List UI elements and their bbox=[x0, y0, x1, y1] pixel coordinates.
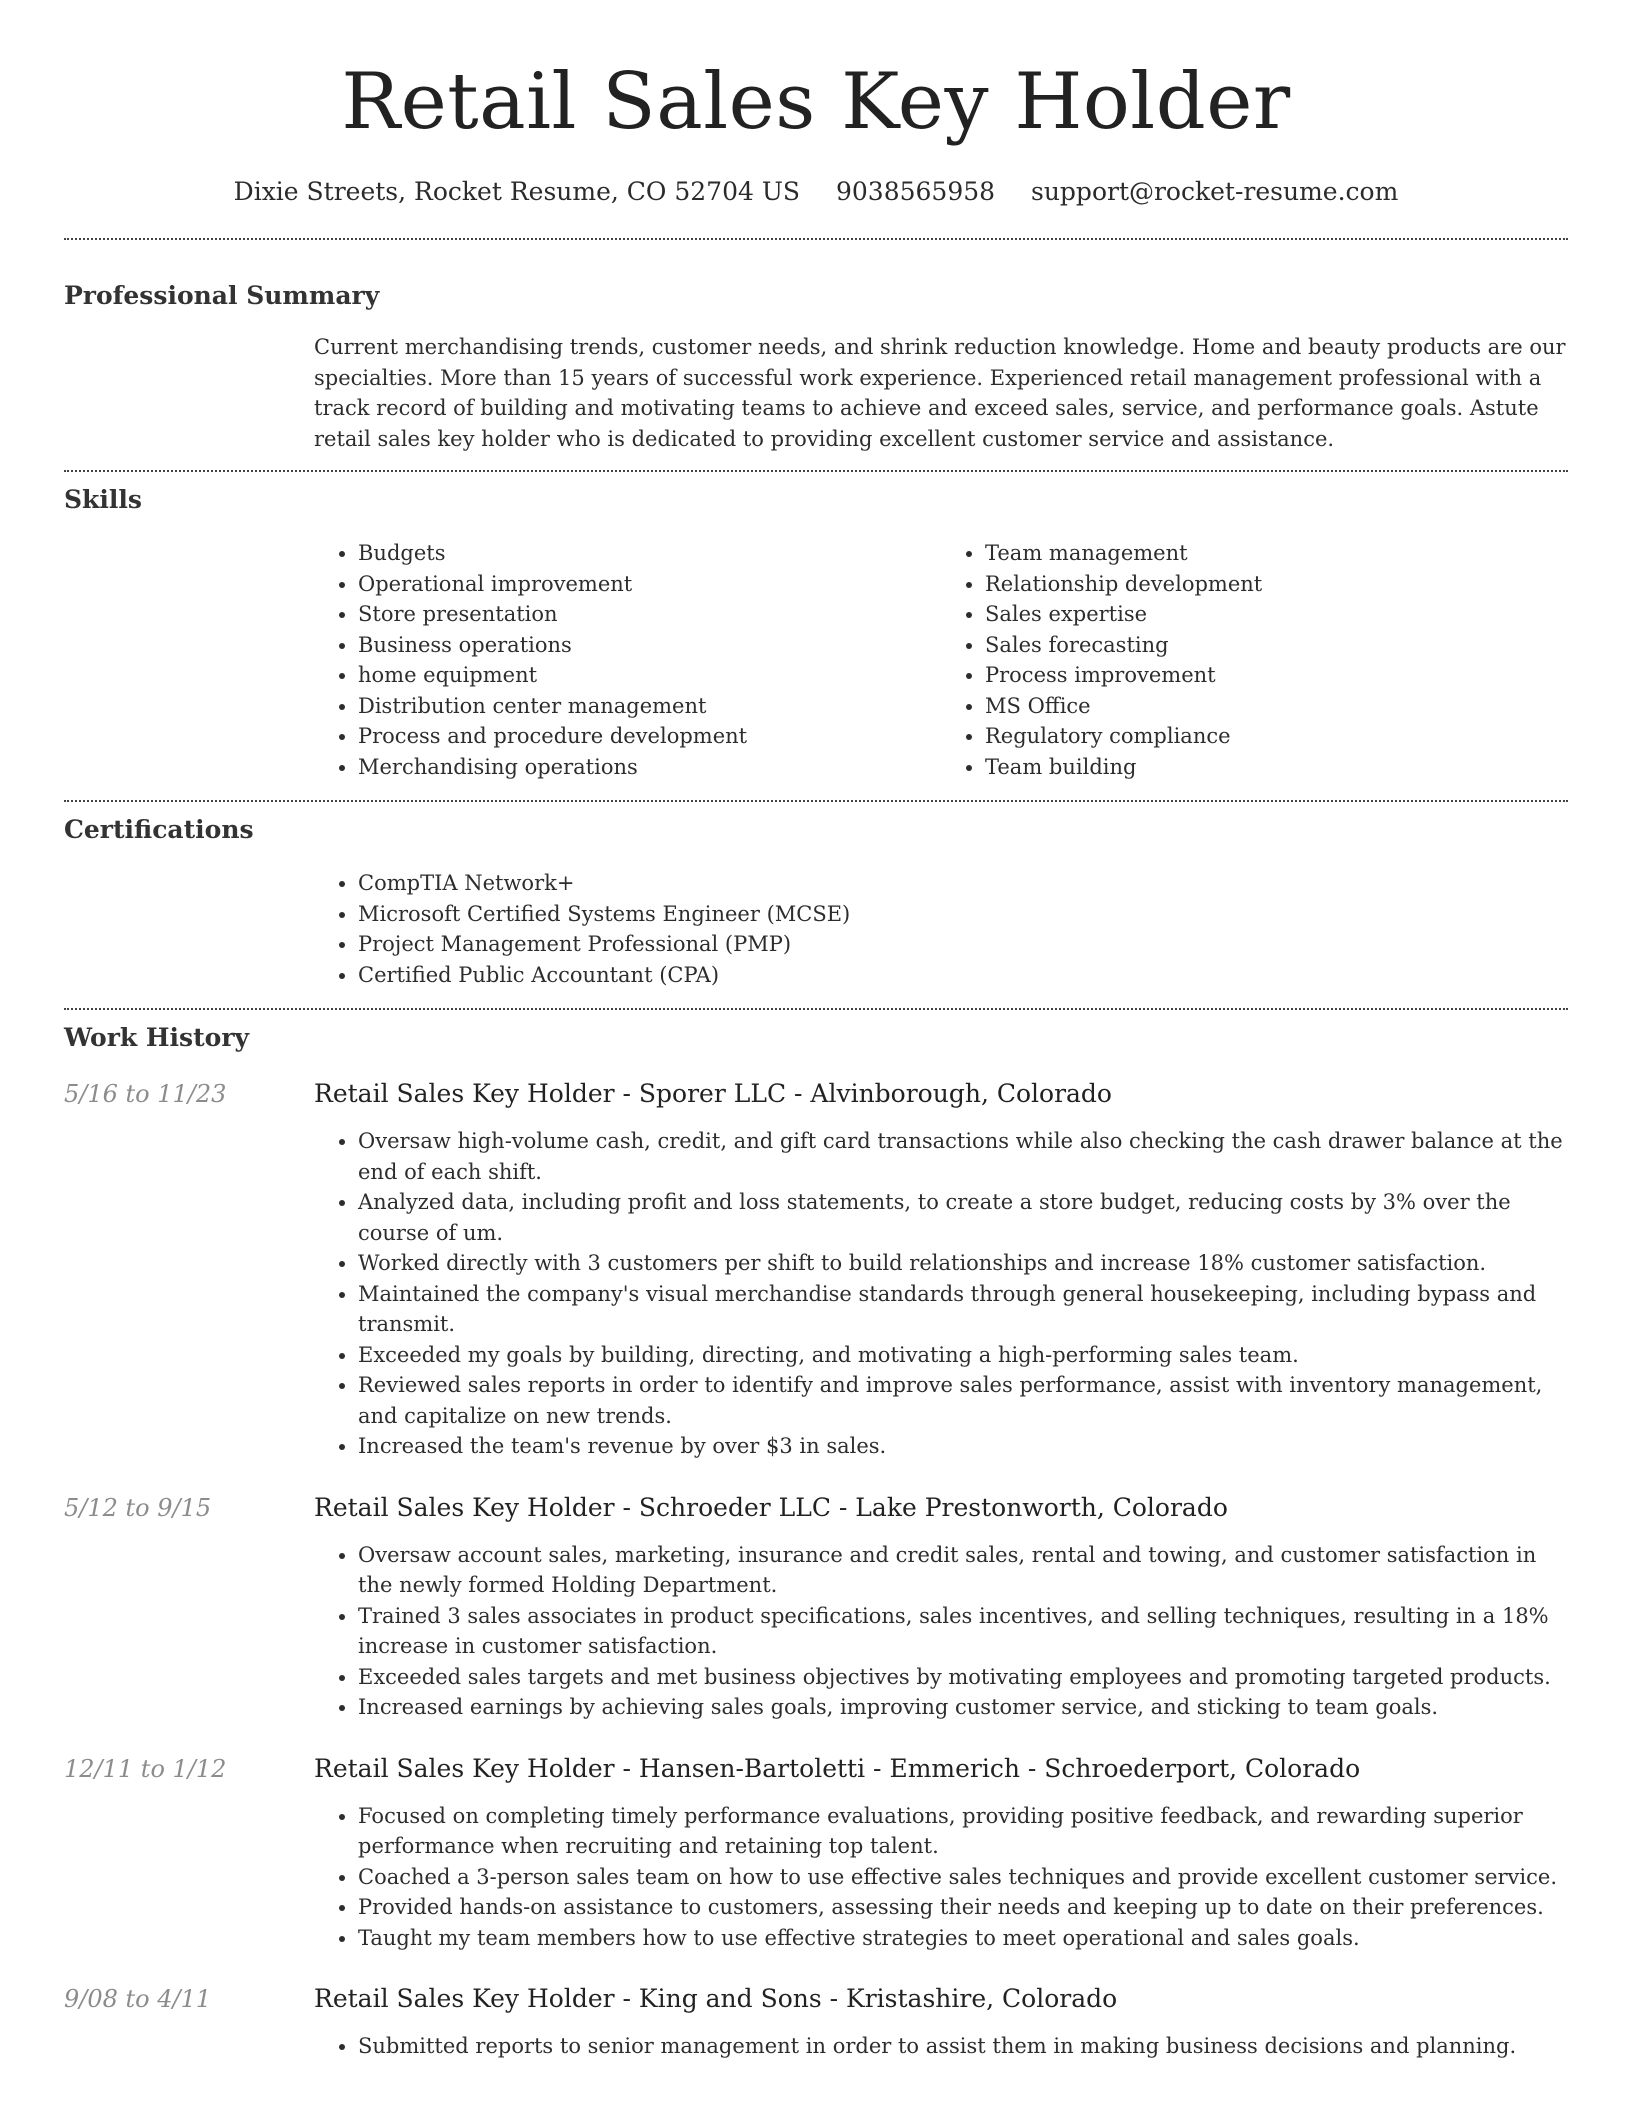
job-details bbox=[314, 1983, 1568, 2062]
skill-item: • Business operations bbox=[358, 630, 941, 661]
skills-section bbox=[64, 484, 1568, 782]
job-bullet: • Trained 3 sales associates in product specifications, sales incentives, and selling techniques, resulting in a 18% increase in customer satisfaction. bbox=[358, 1601, 1568, 1662]
contact-line bbox=[64, 176, 1568, 208]
certification-item: • CompTIA Network+ bbox=[358, 868, 1568, 899]
skill-item: • Budgets bbox=[358, 538, 941, 569]
job-bullet: • Analyzed data, including profit and loss statements, to create a store budget, reducing costs by 3% over the course of um. bbox=[358, 1187, 1568, 1248]
job-bullets bbox=[314, 1126, 1568, 1462]
summary-title: Professional Summary bbox=[64, 281, 380, 310]
job-details bbox=[314, 1078, 1568, 1462]
job-bullet: • Increased earnings by achieving sales goals, improving customer service, and sticking to team goals. bbox=[358, 1692, 1568, 1723]
job-title: Retail Sales Key Holder - Hansen-Bartoletti - Emmerich - Schroederport, Colorado bbox=[314, 1753, 1361, 1783]
job-bullet: • Exceeded my goals by building, directing, and motivating a high-performing sales team. bbox=[358, 1340, 1568, 1371]
certification-item: • Project Management Professional (PMP) bbox=[358, 929, 1568, 960]
job-title: Retail Sales Key Holder - Sporer LLC - Alvinborough, Colorado bbox=[314, 1079, 1112, 1108]
skill-item: • Process and procedure development bbox=[358, 721, 941, 752]
certifications-body bbox=[314, 868, 1568, 990]
skill-item: • Distribution center management bbox=[358, 691, 941, 722]
job-bullet: • Coached a 3-person sales team on how to use effective sales techniques and provide excellent customer service. bbox=[358, 1862, 1568, 1893]
job-dates: 5/12 to 9/15 bbox=[64, 1493, 212, 1522]
certifications-title: Certifications bbox=[64, 815, 254, 844]
job-entry bbox=[64, 1983, 1568, 2062]
skill-item: • Merchandising operations bbox=[358, 752, 941, 783]
job-dates: 5/16 to 11/23 bbox=[64, 1080, 227, 1108]
skill-item: • Team building bbox=[985, 752, 1568, 783]
job-bullet: • Reviewed sales reports in order to identify and improve sales performance, assist with inventory management, and capitalize on new trends. bbox=[358, 1370, 1568, 1431]
job-bullets bbox=[314, 1540, 1568, 1723]
job-dates: 12/11 to 1/12 bbox=[64, 1754, 227, 1783]
summary-text: Current merchandising trends, customer needs, and shrink reduction knowledge. Home and beauty products are our specialties. More than 15 years of successful work experience. Experienced retail management professional with a track record of building and motivating teams to achieve and exceed sales, service, and performance goals. Astute retail sales key holder who is dedicated to providing excellent customer service and assistance. bbox=[314, 335, 1566, 451]
certifications-divider bbox=[64, 1008, 1568, 1010]
summary-divider bbox=[64, 470, 1568, 472]
work-history-section bbox=[64, 1022, 1568, 2062]
skills-grid bbox=[314, 538, 1568, 782]
candidate-name: Retail Sales Key Holder bbox=[341, 57, 1291, 147]
header-divider bbox=[64, 238, 1568, 240]
job-bullet: • Submitted reports to senior management in order to assist them in making business decisions and planning. bbox=[358, 2031, 1568, 2062]
certifications-section bbox=[64, 814, 1568, 990]
skill-item: • Relationship development bbox=[985, 569, 1568, 600]
job-bullet: • Exceeded sales targets and met business objectives by motivating employees and promoting targeted products. bbox=[358, 1662, 1568, 1693]
certification-item: • Microsoft Certified Systems Engineer (MCSE) bbox=[358, 899, 1568, 930]
job-title: Retail Sales Key Holder - Schroeder LLC - Lake Prestonworth, Colorado bbox=[314, 1492, 1228, 1522]
job-bullet: • Focused on completing timely performance evaluations, providing positive feedback, and rewarding superior performance when recruiting and retaining top talent. bbox=[358, 1801, 1568, 1862]
skill-item: • Store presentation bbox=[358, 599, 941, 630]
contact-email: support@rocket-resume.com bbox=[1031, 177, 1399, 206]
job-bullet: • Worked directly with 3 customers per shift to build relationships and increase 18% customer satisfaction. bbox=[358, 1248, 1568, 1279]
skill-item: • Sales expertise bbox=[985, 599, 1568, 630]
job-entry bbox=[64, 1078, 1568, 1462]
job-title: Retail Sales Key Holder - King and Sons - Kristashire, Colorado bbox=[314, 1984, 1118, 2013]
skill-item: • home equipment bbox=[358, 660, 941, 691]
skills-list-right bbox=[941, 538, 1568, 782]
job-bullets bbox=[314, 2031, 1568, 2062]
certification-item: • Certified Public Accountant (CPA) bbox=[358, 960, 1568, 991]
contact-address: Dixie Streets, Rocket Resume, CO 52704 US bbox=[233, 177, 801, 206]
skill-item: • Process improvement bbox=[985, 660, 1568, 691]
skills-title: Skills bbox=[64, 485, 142, 514]
skills-divider bbox=[64, 800, 1568, 802]
certifications-list bbox=[314, 868, 1568, 990]
skill-item: • Sales forecasting bbox=[985, 630, 1568, 661]
contact-phone: 9038565958 bbox=[835, 177, 996, 206]
job-entry bbox=[64, 1753, 1568, 1954]
skill-item: • MS Office bbox=[985, 691, 1568, 722]
job-dates: 9/08 to 4/11 bbox=[64, 1985, 212, 2013]
job-bullet: • Oversaw high-volume cash, credit, and gift card transactions while also checking the cash drawer balance at the end of each shift. bbox=[358, 1126, 1568, 1187]
job-details bbox=[314, 1753, 1568, 1954]
work-history-title: Work History bbox=[64, 1023, 250, 1052]
job-bullets bbox=[314, 1801, 1568, 1954]
summary-section bbox=[64, 280, 1568, 454]
skill-item: • Operational improvement bbox=[358, 569, 941, 600]
job-bullet: • Increased the team's revenue by over $3 in sales. bbox=[358, 1431, 1568, 1462]
skills-list-left bbox=[314, 538, 941, 782]
job-entry bbox=[64, 1492, 1568, 1723]
job-bullet: • Oversaw account sales, marketing, insurance and credit sales, rental and towing, and customer satisfaction in the newly formed Holding Department. bbox=[358, 1540, 1568, 1601]
job-bullet: • Provided hands-on assistance to customers, assessing their needs and keeping up to date on their preferences. bbox=[358, 1892, 1568, 1923]
job-bullet: • Taught my team members how to use effective strategies to meet operational and sales goals. bbox=[358, 1923, 1568, 1954]
skill-item: • Team management bbox=[985, 538, 1568, 569]
skill-item: • Regulatory compliance bbox=[985, 721, 1568, 752]
job-bullet: • Maintained the company's visual merchandise standards through general housekeeping, including bypass and transmit. bbox=[358, 1279, 1568, 1340]
job-details bbox=[314, 1492, 1568, 1723]
